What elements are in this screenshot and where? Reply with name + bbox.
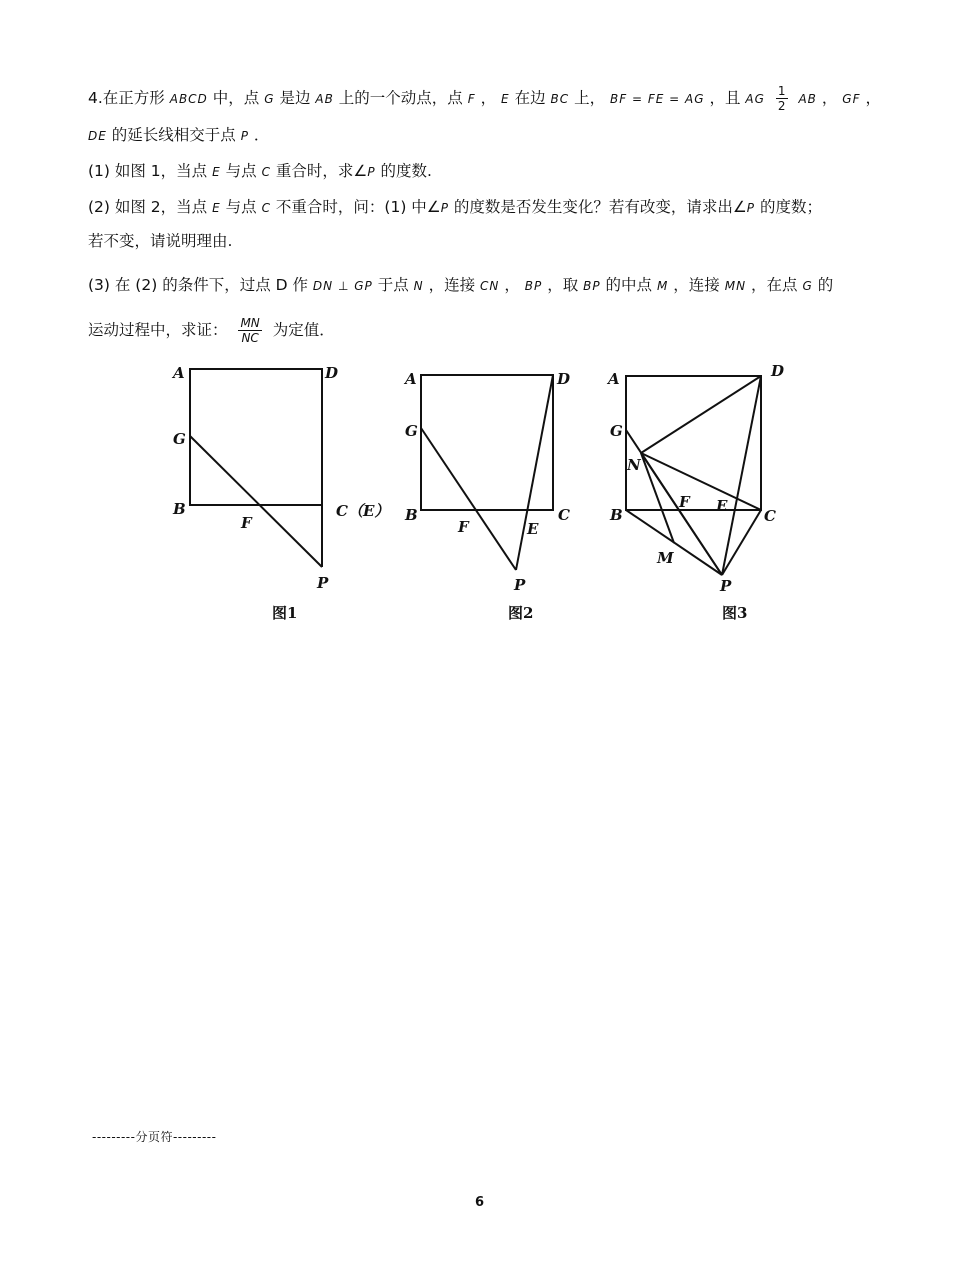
math-p: P bbox=[240, 129, 249, 143]
text: 4.在正方形 bbox=[88, 89, 165, 107]
fraction-numerator: MN bbox=[240, 316, 260, 330]
page-break-marker: ---------分页符--------- bbox=[92, 1130, 217, 1144]
text: ， bbox=[480, 89, 497, 107]
segment-dp bbox=[516, 375, 553, 570]
text: 的中点 bbox=[605, 276, 653, 294]
math-gf: GF bbox=[842, 92, 861, 106]
math-de: DE bbox=[88, 129, 107, 143]
math-p: P bbox=[746, 201, 756, 215]
text: 在边 bbox=[514, 89, 546, 107]
label-c: C bbox=[558, 506, 570, 524]
figure-2 bbox=[421, 375, 553, 570]
text: ， bbox=[865, 89, 881, 107]
figure-3-caption: 图3 bbox=[722, 604, 748, 622]
math-m: M bbox=[657, 279, 669, 293]
math-bc: BC bbox=[550, 92, 570, 106]
text: 上的一个动点，点 bbox=[338, 89, 463, 107]
math-ab: AB bbox=[798, 92, 817, 106]
text: ，且 bbox=[709, 89, 741, 107]
square-abcd bbox=[626, 376, 761, 510]
text: 于点 bbox=[377, 276, 409, 294]
label-f: F bbox=[241, 514, 252, 532]
text: 的度数是否发生变化？若有改变，请求出∠ bbox=[453, 198, 747, 216]
text: 的 bbox=[817, 276, 834, 294]
question-3-line-2 bbox=[88, 316, 335, 345]
fraction-denominator: 2 bbox=[777, 99, 786, 113]
math-c: C bbox=[261, 165, 271, 179]
math-e: E bbox=[212, 165, 221, 179]
label-a: A bbox=[608, 370, 620, 388]
text: 的延长线相交于点 bbox=[111, 126, 236, 144]
label-b: B bbox=[173, 500, 186, 518]
fraction-mn-nc bbox=[238, 316, 261, 345]
label-e: E bbox=[527, 520, 539, 538]
question-1 bbox=[88, 160, 432, 183]
label-p: P bbox=[514, 576, 526, 594]
math-e: E bbox=[501, 92, 510, 106]
fraction-numerator: 1 bbox=[777, 84, 786, 98]
math-bp: BP bbox=[524, 279, 543, 293]
label-p: P bbox=[720, 577, 732, 595]
text: (3) 在 (2) 的条件下，过点 D 作 bbox=[88, 276, 308, 294]
text: 与点 bbox=[225, 162, 257, 180]
label-d: D bbox=[557, 370, 571, 388]
math-p: P bbox=[367, 165, 376, 179]
question-3 bbox=[88, 274, 833, 297]
math-f: F bbox=[467, 92, 476, 106]
text: 与点 bbox=[225, 198, 257, 216]
math-c: C bbox=[261, 201, 271, 215]
label-d: D bbox=[325, 364, 339, 382]
label-b: B bbox=[610, 506, 623, 524]
math-ag: AG bbox=[745, 92, 765, 106]
label-g: G bbox=[173, 430, 186, 448]
text: (1) 如图 1，当点 bbox=[88, 162, 208, 180]
text: ， bbox=[504, 276, 520, 294]
label-m: M bbox=[657, 549, 674, 567]
text: 是边 bbox=[279, 89, 311, 107]
text: ，取 bbox=[547, 276, 579, 294]
segment-gp bbox=[421, 428, 516, 570]
square-abcd bbox=[421, 375, 553, 510]
math-ab: AB bbox=[315, 92, 334, 106]
text: (2) 如图 2，当点 bbox=[88, 198, 208, 216]
label-g: G bbox=[610, 422, 623, 440]
math-p: P bbox=[440, 201, 449, 215]
text: ， bbox=[821, 89, 838, 107]
text: 的度数； bbox=[759, 198, 822, 216]
segment-dn bbox=[641, 376, 761, 453]
figure-3 bbox=[626, 376, 761, 575]
math-e: E bbox=[212, 201, 221, 215]
text: ，连接 bbox=[428, 276, 476, 294]
math-n: N bbox=[413, 279, 424, 293]
figure-2-caption: 图2 bbox=[508, 604, 534, 622]
math-mn: MN bbox=[724, 279, 747, 293]
math-cn: CN bbox=[480, 279, 500, 293]
label-d: D bbox=[771, 362, 785, 380]
fraction-denominator: NC bbox=[241, 331, 259, 345]
segment-dp bbox=[722, 376, 761, 575]
math-equation: BF = FE = AG bbox=[610, 92, 705, 106]
geometry-figures bbox=[0, 350, 960, 600]
text: ，连接 bbox=[673, 276, 720, 294]
segment-bp bbox=[626, 510, 722, 575]
label-a: A bbox=[173, 364, 185, 382]
text: 中，点 bbox=[212, 89, 260, 107]
text: 不重合时，问：(1) 中∠ bbox=[275, 198, 441, 216]
fraction-half bbox=[776, 84, 788, 113]
text: 重合时，求∠ bbox=[275, 162, 368, 180]
math-bp: BP bbox=[583, 279, 601, 293]
label-a: A bbox=[405, 370, 417, 388]
label-n: N bbox=[627, 456, 641, 474]
square-abcd bbox=[190, 369, 322, 505]
label-p: P bbox=[317, 574, 329, 592]
figure-1-caption: 图1 bbox=[272, 604, 298, 622]
text: 若不变，请说明理由. bbox=[88, 232, 233, 250]
math-g: G bbox=[264, 92, 275, 106]
label-e: E bbox=[716, 497, 728, 515]
problem-line-2 bbox=[88, 124, 269, 147]
text: ． bbox=[253, 126, 270, 144]
math-dn-perp-gp: DN ⊥ GP bbox=[312, 279, 373, 293]
math-g: G bbox=[802, 279, 813, 293]
problem-line-1 bbox=[88, 84, 881, 113]
label-c-e: C（E） bbox=[336, 502, 390, 520]
math-abcd: ABCD bbox=[169, 92, 208, 106]
text: 运动过程中，求证： bbox=[88, 321, 228, 339]
label-b: B bbox=[405, 506, 418, 524]
page-number: 6 bbox=[475, 1195, 485, 1210]
label-g: G bbox=[405, 422, 418, 440]
label-f: F bbox=[458, 518, 469, 536]
label-f: F bbox=[679, 493, 690, 511]
segment-gp bbox=[190, 436, 322, 567]
text: ，在点 bbox=[751, 276, 798, 294]
text: 为定值． bbox=[272, 321, 335, 339]
question-2-line-2 bbox=[88, 230, 232, 252]
text: 上， bbox=[574, 89, 606, 107]
question-2 bbox=[88, 196, 822, 219]
text: 的度数. bbox=[380, 162, 432, 180]
label-c: C bbox=[764, 507, 776, 525]
figure-1 bbox=[190, 369, 322, 567]
